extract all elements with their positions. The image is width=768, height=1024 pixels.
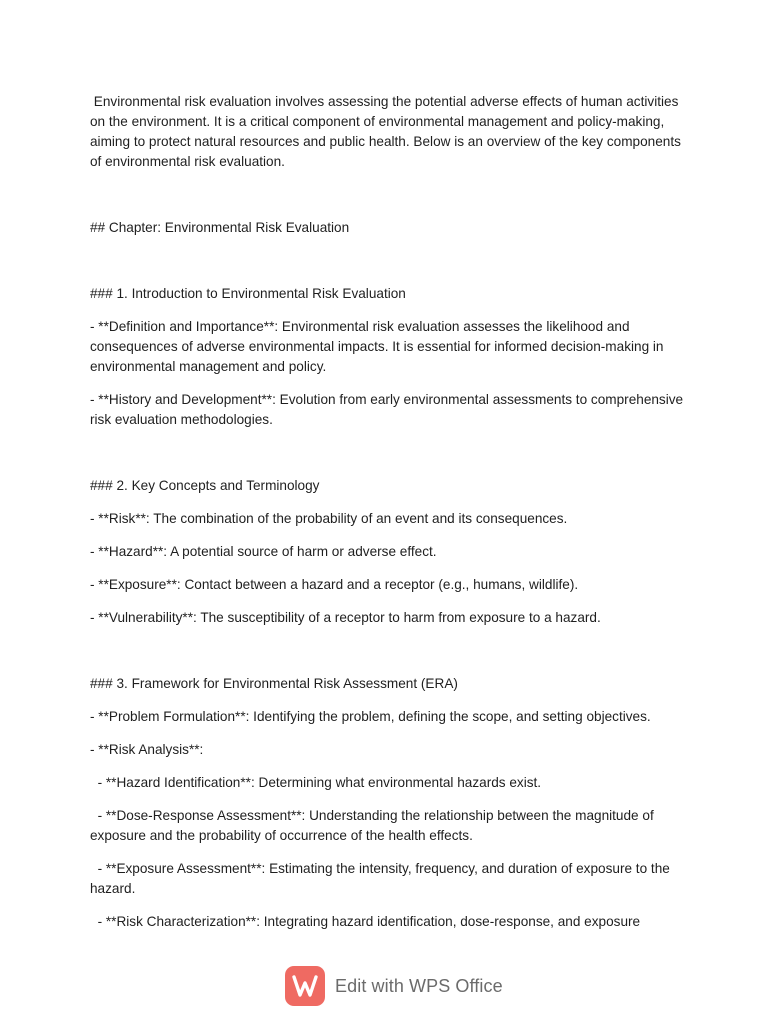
chapter-heading: ## Chapter: Environmental Risk Evaluation	[90, 220, 350, 235]
section-2-item: - **Exposure**: Contact between a hazard and a receptor (e.g., humans, wildlife).	[90, 577, 579, 592]
section-3-subitem: - **Hazard Identification**: Determining what environmental hazards exist.	[90, 775, 542, 790]
section-2-heading: ### 2. Key Concepts and Terminology	[90, 478, 320, 493]
section-3-subitem: - **Dose-Response Assessment**: Understanding the relationship between the magnitude of exposure and the probability of occurrence of the health effects.	[90, 808, 658, 843]
section-2-item: - **Hazard**: A potential source of harm or adverse effect.	[90, 544, 437, 559]
section-2-item: - **Risk**: The combination of the probability of an event and its consequences.	[90, 511, 568, 526]
intro-paragraph: Environmental risk evaluation involves assessing the potential adverse effects of human activities on the environment. It is a critical component of environmental management and policy-making, aiming to protect natural resources and public health. Below is an overview of the key components of environmental risk evaluation.	[90, 94, 685, 169]
section-1-item: - **History and Development**: Evolution from early environmental assessments to comprehensive risk evaluation methodologies.	[90, 392, 687, 427]
document-body	[90, 92, 690, 945]
section-3-subitem: - **Exposure Assessment**: Estimating the intensity, frequency, and duration of exposure to the hazard.	[90, 861, 674, 896]
edit-with-wps-label: Edit with WPS Office	[335, 975, 503, 996]
edit-with-wps-button[interactable]	[285, 964, 503, 1008]
section-1-heading: ### 1. Introduction to Environmental Risk Evaluation	[90, 286, 406, 301]
section-2-item: - **Vulnerability**: The susceptibility of a receptor to harm from exposure to a hazard.	[90, 610, 601, 625]
section-3-heading: ### 3. Framework for Environmental Risk Assessment (ERA)	[90, 676, 458, 691]
wps-office-logo-icon	[285, 966, 325, 1006]
section-3-subitem: - **Risk Characterization**: Integrating hazard identification, dose-response, and exposure	[90, 914, 641, 929]
section-3-item: - **Problem Formulation**: Identifying the problem, defining the scope, and setting objectives.	[90, 709, 651, 724]
section-3-item: - **Risk Analysis**:	[90, 742, 204, 757]
section-1-item: - **Definition and Importance**: Environmental risk evaluation assesses the likelihood and consequences of adverse environmental impacts. It is essential for informed decision-making in environmental management and policy.	[90, 319, 668, 374]
